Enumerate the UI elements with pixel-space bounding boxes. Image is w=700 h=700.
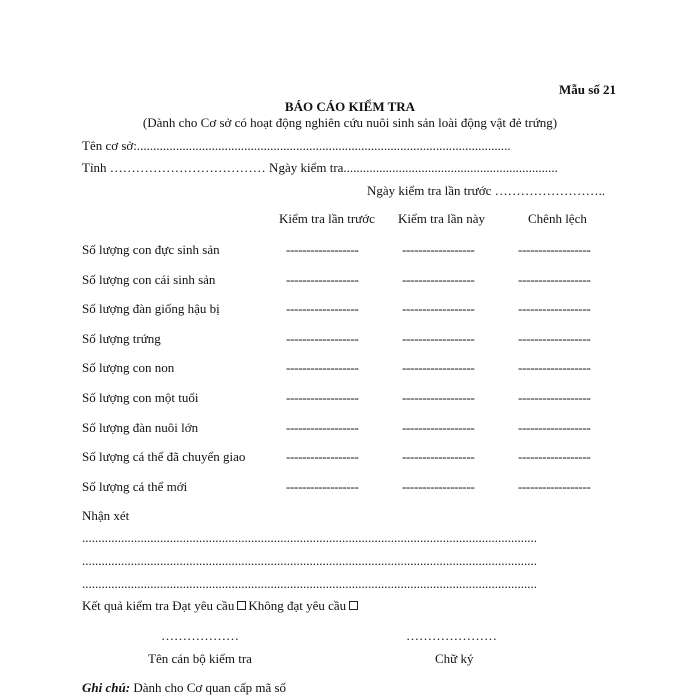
remark-line: ............................................................................................................................................ <box>82 576 537 591</box>
column-header-difference: Chênh lệch <box>528 211 587 226</box>
value-difference: ------------------ <box>518 360 591 375</box>
pass-checkbox[interactable] <box>237 601 246 610</box>
value-previous: ------------------ <box>286 272 359 287</box>
value-previous: ------------------ <box>286 360 359 375</box>
value-difference: ------------------ <box>518 449 591 464</box>
remark-line: ............................................................................................................................................ <box>82 530 537 545</box>
note <box>82 680 286 696</box>
value-current: ------------------ <box>402 360 475 375</box>
report-title: BÁO CÁO KIỂM TRA <box>284 99 416 114</box>
value-current: ------------------ <box>402 449 475 464</box>
row-label: Số lượng con một tuổi <box>82 390 199 405</box>
row-label: Số lượng con cái sinh sản <box>82 272 216 287</box>
value-difference: ------------------ <box>518 390 591 405</box>
value-previous: ------------------ <box>286 449 359 464</box>
value-previous: ------------------ <box>286 242 359 257</box>
province-date-field: Tỉnh ……………………………… Ngày kiểm tra.................................................................. <box>82 160 558 175</box>
value-previous: ------------------ <box>286 420 359 435</box>
column-header-current: Kiểm tra lần này <box>398 211 485 226</box>
remark-line: ............................................................................................................................................ <box>82 553 537 568</box>
note-label: Ghi chú <box>82 680 126 695</box>
report-subtitle: (Dành cho Cơ sở có hoạt động nghiên cứu nuôi sinh sản loài động vật đẻ trứng) <box>142 115 558 130</box>
value-current: ------------------ <box>402 242 475 257</box>
value-difference: ------------------ <box>518 242 591 257</box>
previous-inspection-date-field: Ngày kiểm tra lần trước …………………….. <box>367 183 606 198</box>
form-number: Mẫu số 21 <box>559 82 617 97</box>
row-label: Số lượng con đực sinh sản <box>82 242 220 257</box>
value-difference: ------------------ <box>518 272 591 287</box>
row-label: Số lượng con non <box>82 360 175 375</box>
value-previous: ------------------ <box>286 301 359 316</box>
value-current: ------------------ <box>402 390 475 405</box>
signature-label: Chữ ký <box>435 651 474 666</box>
row-label: Số lượng trứng <box>82 331 161 346</box>
value-difference: ------------------ <box>518 301 591 316</box>
row-label: Số lượng đàn nuôi lớn <box>82 420 199 435</box>
note-colon: : <box>125 680 131 695</box>
remarks-label: Nhận xét <box>82 508 130 523</box>
value-current: ------------------ <box>402 331 475 346</box>
value-current: ------------------ <box>402 301 475 316</box>
result-prefix: Kết quả kiểm tra <box>82 598 169 613</box>
value-difference: ------------------ <box>518 479 591 494</box>
signature-dots: ………………… <box>406 628 497 643</box>
pass-label: Đạt yêu cầu <box>172 598 235 613</box>
inspector-name-label: Tên cán bộ kiểm tra <box>148 651 252 666</box>
value-current: ------------------ <box>402 479 475 494</box>
inspector-name-dots: ……………… <box>161 628 239 643</box>
note-text: Dành cho Cơ quan cấp mã số <box>133 680 287 695</box>
row-label: Số lượng đàn giống hậu bị <box>82 301 220 316</box>
row-label: Số lượng cá thể mới <box>82 479 188 494</box>
inspection-result <box>82 598 360 614</box>
fail-label: Không đạt yêu cầu <box>248 598 347 613</box>
facility-name-field: Tên cơ sở:................................................................................................................... <box>82 138 511 153</box>
row-label: Số lượng cá thể đã chuyển giao <box>82 449 246 464</box>
value-difference: ------------------ <box>518 420 591 435</box>
value-current: ------------------ <box>402 272 475 287</box>
column-header-previous: Kiểm tra lần trước <box>279 211 375 226</box>
value-previous: ------------------ <box>286 479 359 494</box>
value-previous: ------------------ <box>286 390 359 405</box>
value-current: ------------------ <box>402 420 475 435</box>
value-difference: ------------------ <box>518 331 591 346</box>
value-previous: ------------------ <box>286 331 359 346</box>
fail-checkbox[interactable] <box>349 601 358 610</box>
